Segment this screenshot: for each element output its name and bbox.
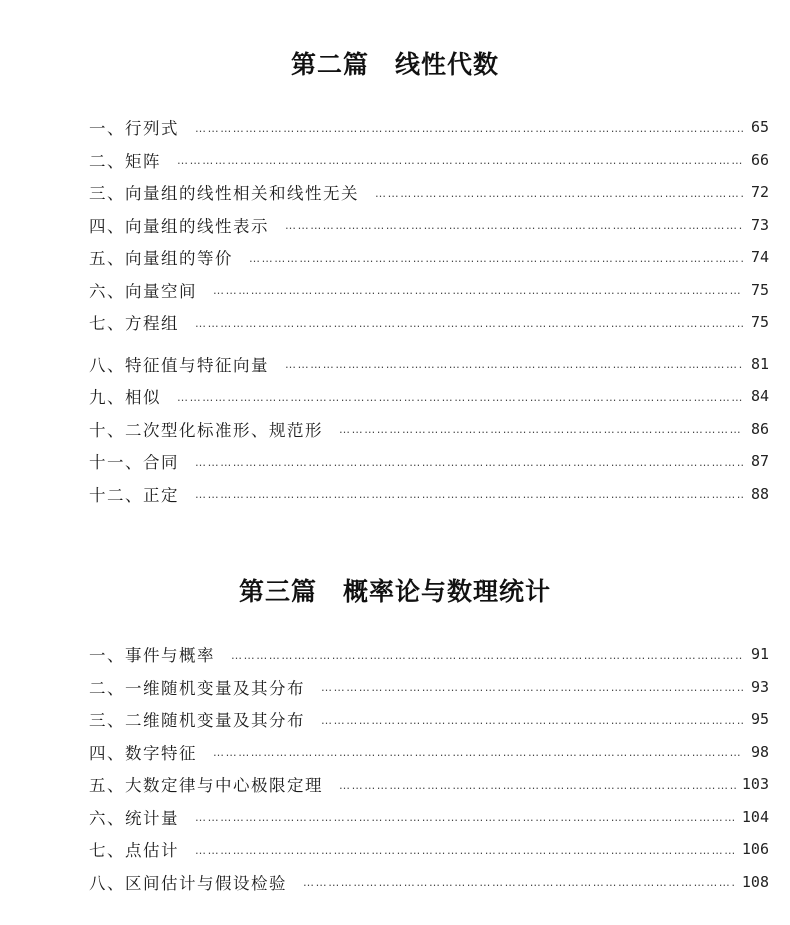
toc-entry-title: 二、一维随机变量及其分布 <box>89 678 305 698</box>
toc-entry-title: 八、区间估计与假设检验 <box>89 873 287 893</box>
toc-entry[interactable] <box>89 176 769 209</box>
toc-entry-title: 七、点估计 <box>89 841 179 861</box>
toc-entry[interactable] <box>89 671 769 704</box>
toc-page-number: 87 <box>750 452 769 471</box>
dot-leader <box>339 779 736 792</box>
dot-leader <box>195 488 743 501</box>
toc-entry[interactable] <box>89 833 769 866</box>
dot-leader <box>213 746 743 759</box>
dot-leader <box>285 219 743 232</box>
toc-page-number: 86 <box>750 419 769 438</box>
dot-leader <box>213 284 743 297</box>
toc-page-number: 65 <box>750 118 769 137</box>
part-2-title: 第二篇 线性代数 <box>290 50 499 79</box>
dot-leader <box>285 358 743 371</box>
toc-entry[interactable] <box>89 209 769 242</box>
dot-leader <box>303 876 736 889</box>
toc-entry[interactable] <box>89 478 769 511</box>
toc-page-number: 93 <box>750 677 769 696</box>
toc-entry-title: 一、行列式 <box>89 119 179 139</box>
toc-entry-title: 六、向量空间 <box>89 281 197 301</box>
toc-page-number: 88 <box>750 484 769 503</box>
dot-leader <box>195 122 743 135</box>
toc-entry[interactable] <box>89 866 769 899</box>
toc-page-number: 73 <box>750 215 769 234</box>
toc-entry-title: 十、二次型化标准形、规范形 <box>89 420 323 440</box>
toc-entry-title: 八、特征值与特征向量 <box>89 355 269 375</box>
toc-entry[interactable] <box>89 638 769 671</box>
toc-entry-title: 三、二维随机变量及其分布 <box>89 711 305 731</box>
dot-leader <box>339 423 743 436</box>
toc-entry[interactable] <box>89 736 769 769</box>
toc-entry[interactable] <box>89 703 769 736</box>
toc-entry[interactable] <box>89 111 769 144</box>
toc-entry-title: 四、数字特征 <box>89 743 197 763</box>
toc-entry[interactable] <box>89 380 769 413</box>
toc-entry-title: 一、事件与概率 <box>89 646 215 666</box>
toc-entry[interactable] <box>89 144 769 177</box>
toc-page-number: 75 <box>750 280 769 299</box>
toc-page-number: 75 <box>750 313 769 332</box>
dot-leader <box>249 252 743 265</box>
dot-leader <box>195 456 743 469</box>
toc-page-number: 84 <box>750 387 769 406</box>
toc-entry[interactable] <box>89 768 769 801</box>
toc-entry[interactable] <box>89 801 769 834</box>
toc-page-number: 72 <box>750 183 769 202</box>
dot-leader <box>177 391 743 404</box>
toc-entry-title: 九、相似 <box>89 388 161 408</box>
dot-leader <box>321 714 743 727</box>
toc-entry-title: 五、向量组的等价 <box>89 249 233 269</box>
toc-entry-title: 十二、正定 <box>89 485 179 505</box>
toc-page-number: 104 <box>741 807 769 826</box>
toc-entry[interactable] <box>89 348 769 381</box>
toc-page-number: 106 <box>741 840 769 859</box>
dot-leader <box>195 844 736 857</box>
toc-entry-title: 十一、合同 <box>89 453 179 473</box>
part-3-title: 第三篇 概率论与数理统计 <box>238 577 551 606</box>
toc-page-number: 103 <box>741 775 769 794</box>
dot-leader <box>195 317 743 330</box>
part-3-toc <box>89 638 769 898</box>
toc-page-number: 95 <box>750 710 769 729</box>
dot-leader <box>231 649 743 662</box>
dot-leader <box>177 154 743 167</box>
toc-page-number: 98 <box>750 742 769 761</box>
toc-page-number: 66 <box>750 150 769 169</box>
toc-entry[interactable] <box>89 445 769 478</box>
toc-entry-title: 三、向量组的线性相关和线性无关 <box>89 184 359 204</box>
toc-page-number: 91 <box>750 645 769 664</box>
toc-entry-title: 五、大数定律与中心极限定理 <box>89 776 323 796</box>
dot-leader <box>375 187 743 200</box>
toc-entry[interactable] <box>89 274 769 307</box>
dot-leader <box>321 681 743 694</box>
part-2-toc <box>89 111 769 510</box>
dot-leader <box>195 811 736 824</box>
toc-entry-title: 六、统计量 <box>89 808 179 828</box>
toc-entry[interactable] <box>89 413 769 446</box>
toc-entry-title: 四、向量组的线性表示 <box>89 216 269 236</box>
toc-entry[interactable] <box>89 306 769 339</box>
toc-entry-title: 二、矩阵 <box>89 151 161 171</box>
toc-entry-title: 七、方程组 <box>89 314 179 334</box>
toc-entry[interactable] <box>89 241 769 274</box>
toc-page-number: 74 <box>750 248 769 267</box>
toc-page-number: 81 <box>750 354 769 373</box>
toc-page-number: 108 <box>741 872 769 891</box>
